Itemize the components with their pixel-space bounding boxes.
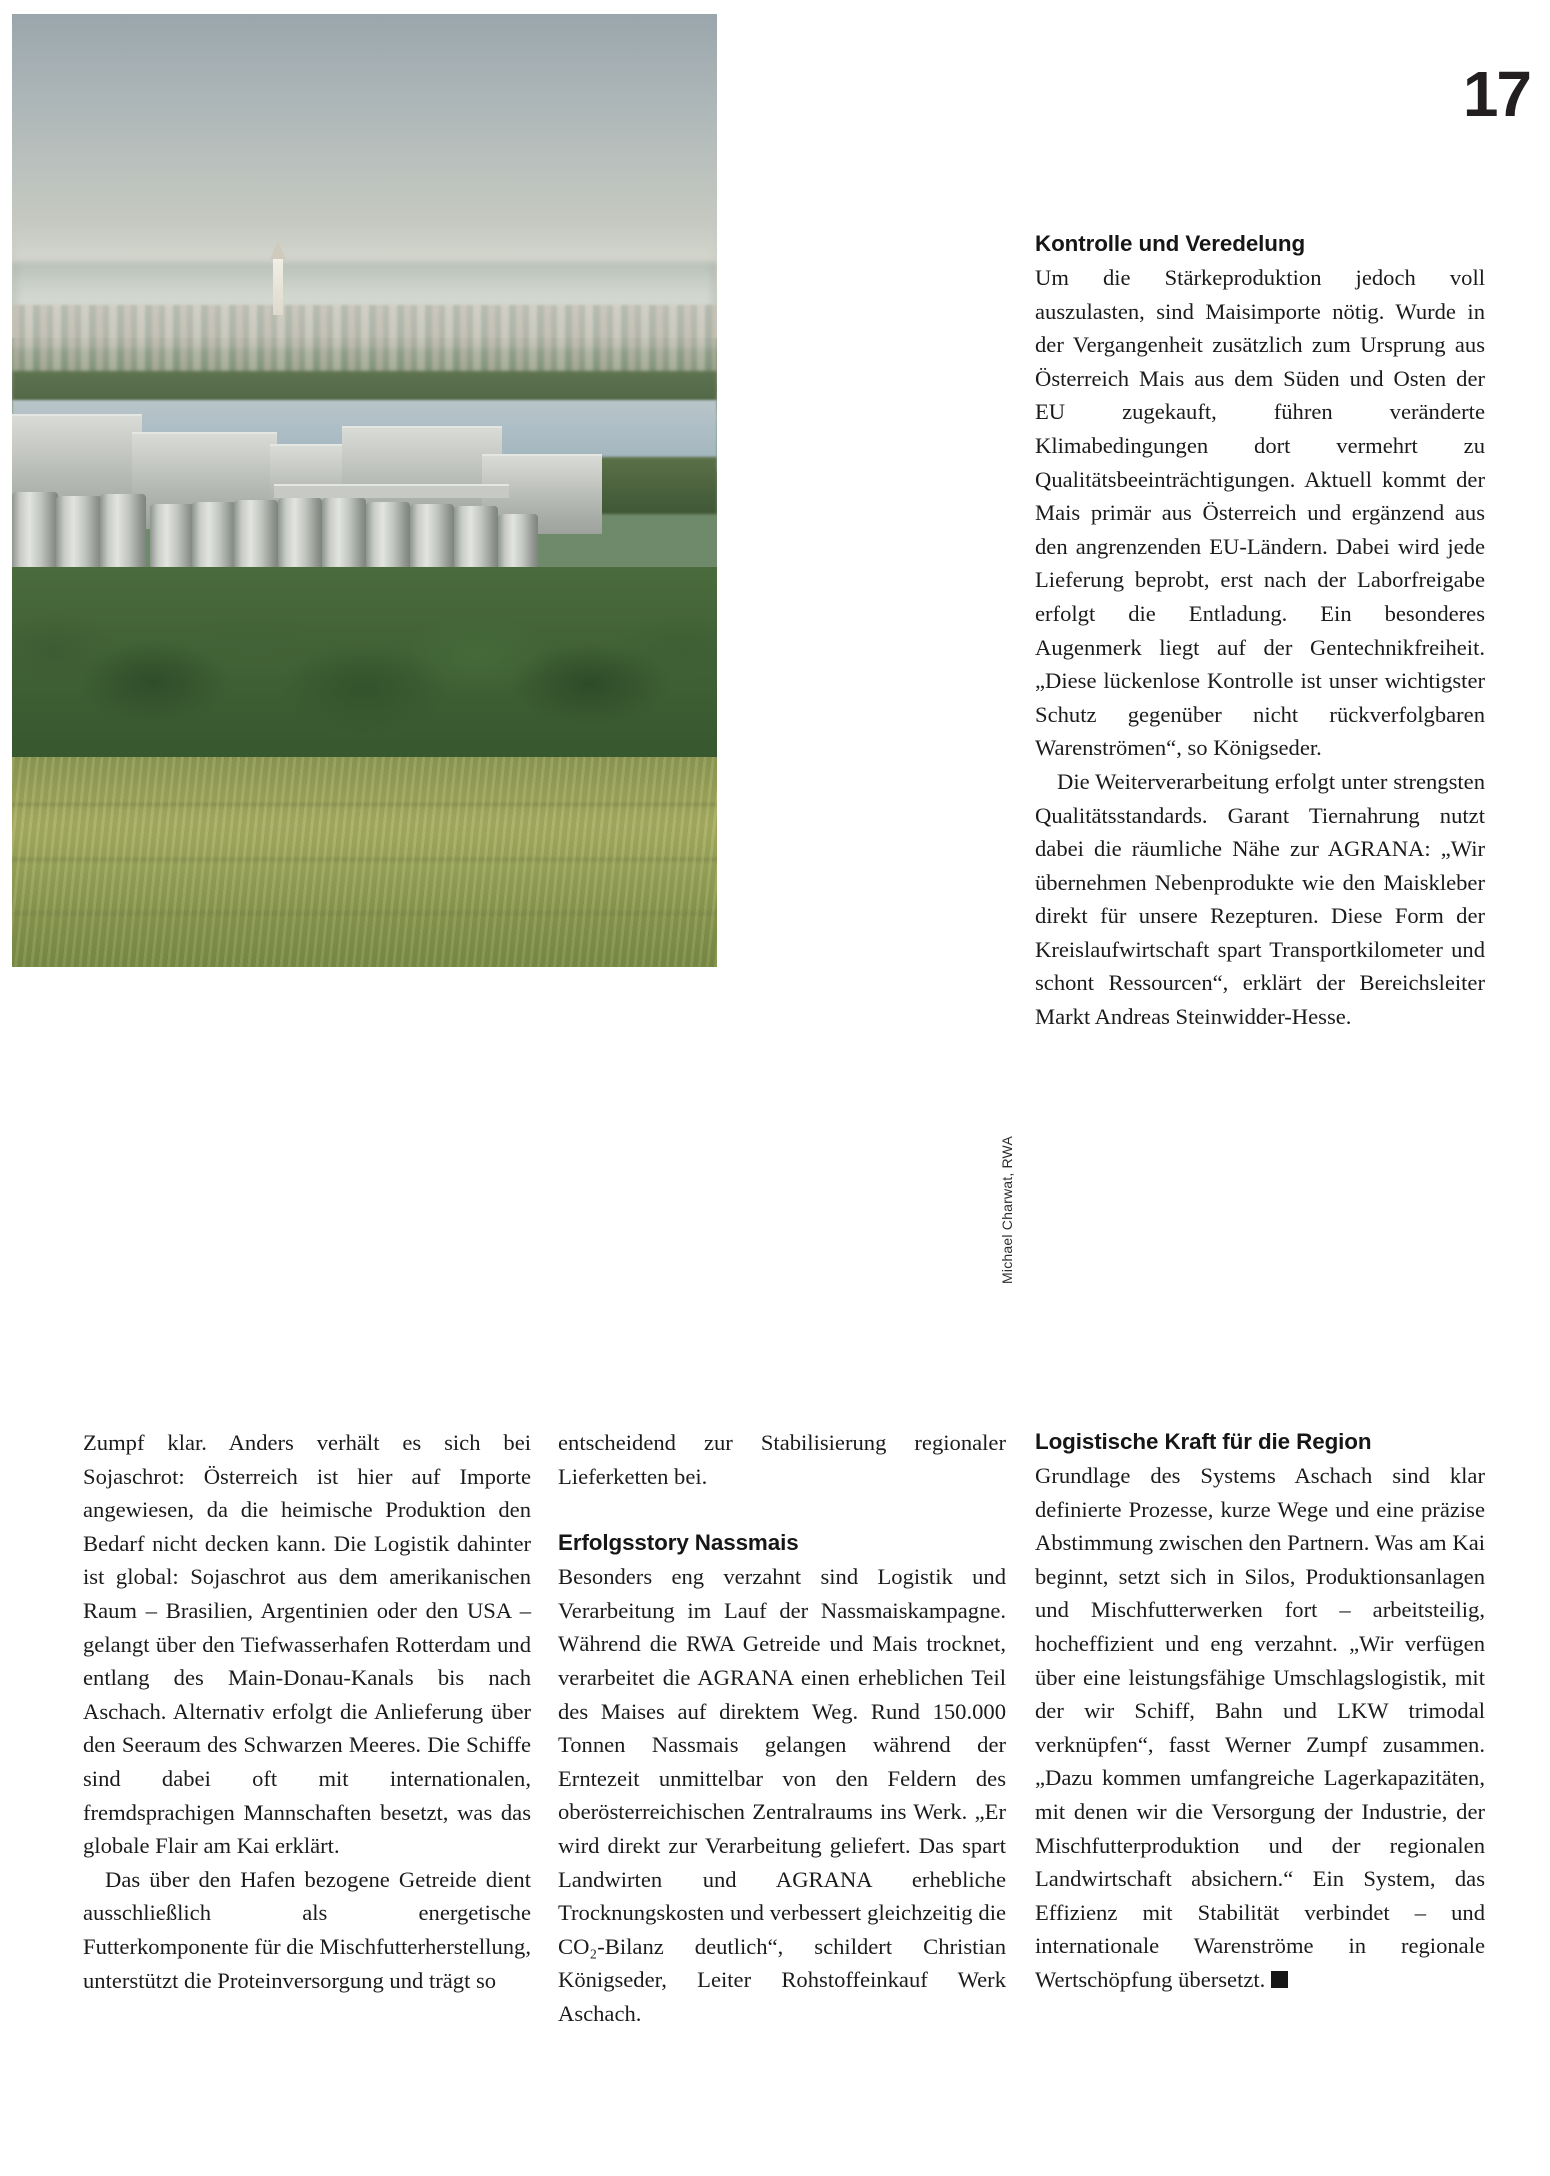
column-bottom-2 <box>558 1426 1006 2031</box>
photo-church-tower <box>273 257 283 315</box>
paragraph: Besonders eng verzahnt sind Logistik und Verarbeitung im Lauf der Nassmaiskampagne. Während die RWA Getreide und Mais trocknet, verarbeitet die AGRANA einen erheblichen Teil des Maises auf direktem Weg. Rund 150.000 Tonnen Nassmais gelangen während der Erntezeit unmittelbar von den Feldern des oberösterreichischen Zentralraums ins Werk. „Er wird direkt zur Verarbeitung geliefert. Das spart Landwirten und AGRANA erhebliche Trocknungskosten und verbessert gleichzeitig die CO₂-Bilanz deutlich“, schildert Christian Königseder, Leiter Rohstoffeinkauf Werk Aschach. <box>558 1564 1006 2026</box>
column-bottom-1 <box>83 1426 531 1997</box>
paragraph-text: Grundlage des Systems Aschach sind klar definierte Prozesse, kurze Wege und eine präzise Abstimmung zwischen den Partnern. Was am Kai beginnt, setzt sich in Silos, Produktionsanlagen und Mischfutterwerken fort – arbeitsteilig, hocheffizient und eng verzahnt. „Wir verfügen über eine leistungsfähige Umschlagslogistik, mit der wir Schiff, Bahn und LKW trimodal verknüpfen“, fasst Werner Zumpf zusammen. „Dazu kommen umfangreiche Lagerkapazitäten, mit denen wir die Versorgung der Industrie, der Mischfutterproduktion und der regionalen Landwirtschaft absichern.“ Ein System, das Effizienz mit Stabilität verbindet – und internationale Warenströme in regionale Wertschöpfung übersetzt. <box>1035 1463 1485 1992</box>
heading-kontrolle-und-veredelung: Kontrolle und Veredelung <box>1035 231 1306 256</box>
photo-meadow-line <box>12 858 717 861</box>
photo-meadow <box>12 757 717 967</box>
column-upper-right <box>1035 228 1485 1034</box>
paragraph <box>1035 1459 1485 1997</box>
article-photo <box>12 14 717 967</box>
paragraph: Die Weiterverarbeitung erfolgt unter strengsten Qualitätsstandards. Garant Tiernahrung nutzt dabei die räumliche Nähe zur AGRANA: „Wir übernehmen Nebenprodukte wie den Maiskleber direkt für unsere Rezepturen. Diese Form der Kreislaufwirtschaft spart Transportkilometer und schont Ressourcen“, erklärt der Bereichsleiter Markt Andreas Steinwidder-Hesse. <box>1035 768 1485 1030</box>
paragraph-continuation: entscheidend zur Stabilisierung regionaler Lieferketten bei. <box>558 1430 1006 1489</box>
paragraph: Das über den Hafen bezogene Getreide dient ausschließlich als energetische Futterkomponente für die Mischfutterherstellung, unterstützt die Proteinversorgung und trägt so <box>83 1866 532 1993</box>
paragraph: Zumpf klar. Anders verhält es sich bei Sojaschrot: Österreich ist hier auf Importe angewiesen, da die heimische Produktion den Bedarf nicht decken kann. Die Logistik dahinter ist global: Sojaschrot aus dem amerikanischen Raum – Brasilien, Argentinien oder den USA – gelangt über den Tiefwasserhafen Rotterdam und entlang des Main-Donau-Kanals bis nach Aschach. Alternativ erfolgt die Anlieferung über den Seeraum des Schwarzen Meeres. Die Schiffe sind dabei oft mit internationalen, fremdsprachigen Mannschaften besetzt, was das globale Flair am Kai erklärt. <box>83 1430 531 1859</box>
photo-meadow-line <box>12 912 717 915</box>
heading-logistische-kraft: Logistische Kraft für die Region <box>1035 1429 1372 1454</box>
photo-meadow-line <box>12 803 717 806</box>
page-number: 17 <box>1462 58 1530 130</box>
heading-erfolgsstory-nassmais: Erfolgsstory Nassmais <box>558 1530 799 1556</box>
paragraph: Um die Stärkeproduktion jedoch voll auszulasten, sind Maisimporte nötig. Wurde in der Vergangenheit zusätzlich zum Ursprung aus Österreich Mais aus dem Süden und Osten der EU zugekauft, führen veränderte Klimabedingungen dort vermehrt zu Qualitätsbeeinträchtigungen. Aktuell kommt der Mais primär aus Österreich und ergänzend aus den angrenzenden EU-Ländern. Dabei wird jede Lieferung beprobt, erst nach der Laborfreigabe erfolgt die Entladung. Ein besonderes Augenmerk liegt auf der Gentechnikfreiheit. „Diese lückenlose Kontrolle ist unser wichtigster Schutz gegenüber nicht rückverfolgbaren Warenströmen“, so Königseder. <box>1035 265 1485 761</box>
photo-credit: Michael Charwat, RWA <box>999 1136 1015 1284</box>
photo-tree-band <box>12 567 717 777</box>
end-of-article-mark <box>1271 1971 1288 1988</box>
column-bottom-3 <box>1035 1426 1485 1997</box>
